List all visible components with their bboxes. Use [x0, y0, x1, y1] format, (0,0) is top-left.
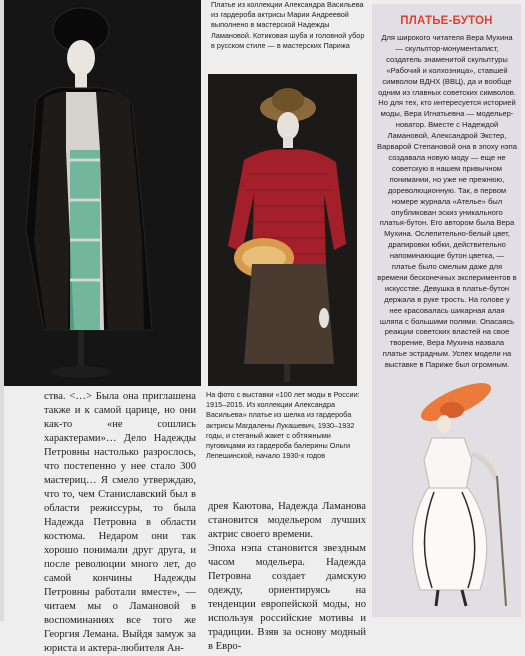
article-column-1: ства. <…> Была она приглашена также и к самой царице, но они как-то «не сошлись характерами»… Дело Надежды Петровны настолько разрослось, что постепенно у нее стало 300 мастериц… Я смело утверждаю, что то, чем Станиславский был в области режиссуры, то была Надежда Петровна в области костюма. Недаром они так хорошо понимали друг друга, и после революции много лет, до самой кончины Надежды Петровны работали вместе», — читаем мы о Ламановой в воспоминаниях все того же Георгия Лемана. Выйдя замуж за юриста и актера-любителя Ан- [44, 391, 196, 654]
photo-fur-coat-dress [4, 0, 201, 386]
sketch-bud-dress [394, 380, 520, 616]
article-column-2: дрея Каютова, Надежда Ламанова становится модельером лучших актрис своего времени. Эпоха нэпа становится звездным часом модельера. Надежда Петровна создает дамскую одежду, ориентируясь на тенденции европейской моды, но используя российские мотивы и традиции. Взяв за основу модный в Евро- [208, 501, 366, 652]
photo-quilted-jacket [208, 74, 357, 386]
sidebar-text: Для широкого читателя Вера Мухина — скульптор-монументалист, создатель знаменитой скульптуры «Рабочий и колхозница», ставшей символом ВДНХ (ВВЦ), да и вообще одним из главных советских символов. Но для тех, кто интересуется историей моды, Вера Игнатьевна — модельер-новатор. Вместе с Надеждой Ламановой, Александрой Экстер, Варварой Степановой она в эпоху нэпа создавала новую моду — еще не советскую в нашем привычном понимании, но уже не прежнюю, дореволюционную. Так, в первом номере журнала «Ателье» был опубликован эскиз уникального платья-бутон. Его автором была Вера Мухина. Ослепительно-белый цвет, драпировки юбки, действительно напоминающие бутон цветка, — платье было смелым даже для времени бесконечных экспериментов в искусстве. Девушка в платье-бутон держала в руке трость. На голове у нее красовалась шикарная алая шляпа с большими полями. Опасаясь реакции советских властей на свое творение, Вера Мухина назвала платье эстрадным. Успех модели на выставке в Париже был огромным. [377, 33, 517, 370]
sidebar-title: ПЛАТЬЕ-БУТОН [400, 15, 493, 27]
photo-caption-top: Платье из коллекции Александра Васильева из гардероба актрисы Марии Андреевой выполнено в мастерской Надежды Ламановой. Котиковая шуба и головной убор в русском стиле — в мастерских Парижа [211, 0, 365, 50]
photo-caption-bottom: На фото с выставки «100 лет моды в России: 1915–2015. Из коллекции Александра Васильева» платье из шелка из гардероба актрисы Магдалены Лукашевич, 1930–1932 годы, и стеганый жакет с обтяжными пуговицами из гардероба балерины Ольги Лепешинской, начало 1930-х годов [206, 390, 360, 461]
